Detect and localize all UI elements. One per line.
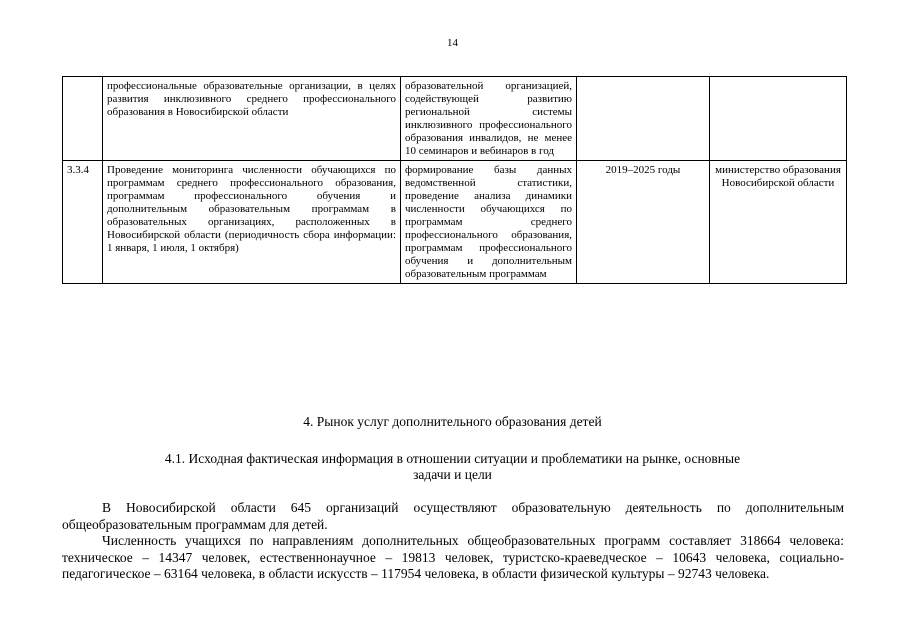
body-text xyxy=(62,500,844,583)
section-title: 4. Рынок услуг дополнительного образования детей xyxy=(303,414,602,429)
result-cell: образовательной организацией, содействующей развитию региональной системы инклюзивного профессионального образования инвалидов, не менее 10 семинаров и вебинаров в год xyxy=(401,77,577,161)
responsible-cell xyxy=(710,77,847,161)
result-cell: формирование базы данных ведомственной статистики, проведение анализа динамики численности обучающихся по программам среднего профессионального образования, программам профессионального обучения и дополнительным образовательным программам xyxy=(401,161,577,284)
responsible-cell: министерство образования Новосибирской области xyxy=(710,161,847,284)
page-number: 14 xyxy=(447,37,458,49)
row-number xyxy=(63,77,103,161)
subsection-title: 4.1. Исходная фактическая информация в отношении ситуации и проблематики на рынке, основные задачи и цели xyxy=(164,451,741,482)
table-row xyxy=(63,77,847,161)
row-number: 3.3.4 xyxy=(63,161,103,284)
period-cell xyxy=(577,77,710,161)
paragraph: В Новосибирской области 645 организаций осуществляют образовательную деятельность по дополнительным общеобразовательным программам для детей. xyxy=(62,500,844,532)
activity-cell: Проведение мониторинга численности обучающихся по программам среднего профессионального образования, программам профессионального обучения и дополнительным образовательным программам в образовательных организациях, расположенных в Новосибирской области (периодичность сбора информации: 1 января, 1 июля, 1 октября) xyxy=(103,161,401,284)
activity-cell: профессиональные образовательные организации, в целях развития инклюзивного среднего профессионального образования в Новосибирской области xyxy=(103,77,401,161)
period-cell: 2019–2025 годы xyxy=(577,161,710,284)
paragraph: Численность учащихся по направлениям дополнительных общеобразовательных программ составляет 318664 человека: техническое – 14347 человек, естественнонаучное – 19813 человек, туристско-краеведческое – 10643 человека, социально-педагогическое – 63164 человека, в области искусств – 117954 человека, в области физической культуры – 92743 человека. xyxy=(62,533,844,581)
measures-table xyxy=(62,76,847,284)
table-row xyxy=(63,161,847,284)
